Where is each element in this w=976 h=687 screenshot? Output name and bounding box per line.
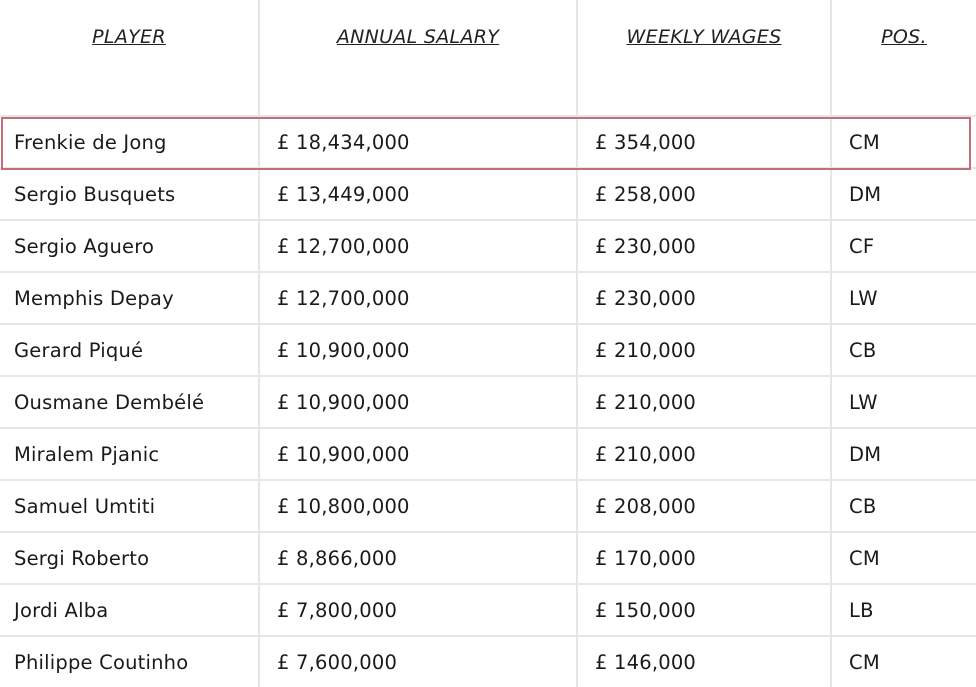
player-name-cell: Sergio Busquets	[0, 168, 259, 220]
position-cell: CM	[849, 650, 880, 674]
weekly-wages-cell: £ 170,000	[577, 532, 831, 584]
position-cell: CB	[831, 480, 976, 532]
weekly-wages-cell: £ 258,000	[577, 168, 831, 220]
annual-salary-cell: £ 13,449,000	[259, 168, 577, 220]
annual-salary-cell: £ 7,800,000	[259, 584, 577, 636]
weekly-wages-cell: £ 230,000	[577, 220, 831, 272]
position-cell: LB	[831, 584, 976, 636]
header-player[interactable]: PLAYER	[92, 26, 166, 48]
weekly-wages-cell: £ 210,000	[577, 428, 831, 480]
position-cell: CB	[831, 324, 976, 376]
header-annual-salary-cell[interactable]	[259, 0, 577, 116]
weekly-wages-cell: £ 354,000	[577, 116, 831, 168]
player-name-cell: Frenkie de Jong	[0, 116, 259, 168]
weekly-wages-cell: £ 210,000	[577, 324, 831, 376]
player-name-cell: Jordi Alba	[0, 584, 259, 636]
player-name-cell: Sergi Roberto	[0, 532, 259, 584]
annual-salary-cell: £ 7,600,000	[259, 636, 577, 687]
table-row	[0, 584, 976, 636]
table-row	[0, 220, 976, 272]
table-row	[0, 376, 976, 428]
table-body	[0, 116, 976, 687]
table-row	[0, 272, 976, 324]
header-position[interactable]: POS.	[881, 26, 927, 48]
player-name-cell: Ousmane Dembélé	[0, 376, 259, 428]
table-row	[0, 116, 976, 168]
position-cell: CM	[831, 532, 976, 584]
table-row	[0, 324, 976, 376]
annual-salary-cell: £ 12,700,000	[259, 272, 577, 324]
annual-salary-cell: £ 18,434,000	[259, 116, 577, 168]
header-weekly-wages[interactable]: WEEKLY WAGES	[626, 26, 782, 48]
header-weekly-wages-cell[interactable]	[577, 0, 831, 116]
header-position-cell[interactable]	[831, 0, 976, 116]
annual-salary-cell: £ 10,900,000	[259, 428, 577, 480]
player-name-cell: Philippe Coutinho	[0, 636, 259, 687]
weekly-wages-cell: £ 208,000	[577, 480, 831, 532]
header-annual-salary[interactable]: ANNUAL SALARY	[336, 26, 500, 48]
weekly-wages-cell: £ 150,000	[577, 584, 831, 636]
header-player-cell[interactable]	[0, 0, 259, 116]
annual-salary-cell: £ 10,900,000	[259, 376, 577, 428]
position-cell: DM	[831, 428, 976, 480]
position-cell: CF	[831, 220, 976, 272]
annual-salary-cell: £ 12,700,000	[259, 220, 577, 272]
player-name-cell: Memphis Depay	[0, 272, 259, 324]
annual-salary-cell: £ 10,900,000	[259, 324, 577, 376]
table-row	[0, 532, 976, 584]
annual-salary-cell: £ 8,866,000	[259, 532, 577, 584]
position-cell: DM	[831, 168, 976, 220]
weekly-wages-cell: £ 210,000	[577, 376, 831, 428]
table-row	[0, 428, 976, 480]
weekly-wages-cell: £ 230,000	[577, 272, 831, 324]
position-cell: CM	[831, 116, 976, 168]
player-name-cell: Gerard Piqué	[0, 324, 259, 376]
table-row	[0, 168, 976, 220]
table-row	[0, 480, 976, 532]
player-name-cell: Samuel Umtiti	[0, 480, 259, 532]
player-name-cell: Sergio Aguero	[0, 220, 259, 272]
player-name-cell: Miralem Pjanic	[0, 428, 259, 480]
header-row	[0, 0, 976, 116]
table-row	[0, 636, 976, 687]
position-cell: LW	[831, 376, 976, 428]
position-cell: LW	[831, 272, 976, 324]
table-header	[0, 0, 976, 116]
annual-salary-cell: £ 10,800,000	[259, 480, 577, 532]
weekly-wages-cell: £ 146,000	[577, 636, 831, 687]
